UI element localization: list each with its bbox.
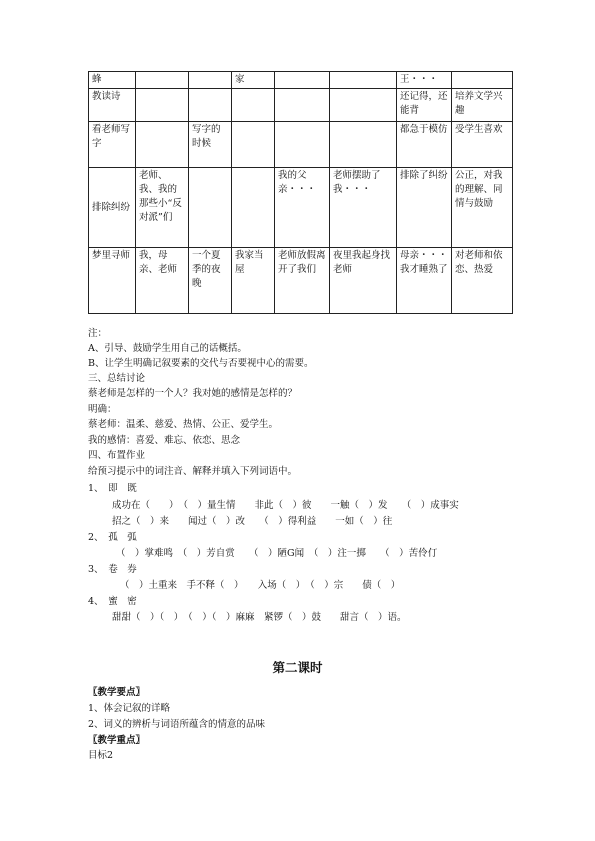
section-heading: 四、布置作业	[88, 450, 146, 461]
notes-heading: 注：	[88, 328, 108, 339]
table-cell	[452, 72, 513, 89]
exercise-line: （ ）土重来 手不释（ ） 入场（ ） （ ）宗 债（ ）	[120, 580, 401, 591]
table-cell: 对老师和依恋、热爱	[452, 248, 513, 314]
table-cell: 母亲・・・我才睡熟了	[397, 248, 452, 314]
table-cell: 教读诗	[89, 89, 136, 122]
exercise-heading: 3、 卷 券	[88, 564, 137, 575]
table-cell: 一个夏季的夜晚	[189, 248, 232, 314]
table-cell: 蜂	[89, 72, 136, 89]
table-cell: 排除纠纷	[89, 168, 136, 248]
table-cell: 王・・・	[397, 72, 452, 89]
table-cell	[330, 122, 397, 168]
table-cell: 夜里我起身找老师	[330, 248, 397, 314]
table-cell: 家	[232, 72, 275, 89]
table-cell	[189, 72, 232, 89]
exercise-heading: 1、 即 既	[88, 483, 137, 494]
table-cell: 看老师写字	[89, 122, 136, 168]
table-cell: 我的父亲・・・	[275, 168, 330, 248]
table-cell: 还记得，还能背	[397, 89, 452, 122]
table-cell	[136, 89, 189, 122]
note-a: A、引导、鼓励学生用自己的话概括。	[88, 343, 247, 354]
table-cell	[232, 168, 275, 248]
key-point: 目标2	[88, 750, 114, 761]
table-cell	[232, 122, 275, 168]
table-row	[89, 248, 513, 314]
table-row	[89, 168, 513, 248]
table-cell	[275, 89, 330, 122]
answer-line: 我的感情：喜爱、难忘、依恋、思念	[88, 435, 241, 446]
teaching-point: 1、体会记叙的详略	[88, 703, 171, 714]
exercise-heading: 4、 蜜 密	[88, 596, 137, 607]
exercise-line: 甜甜（ ）（ ） （ ）（ ）麻麻 紧锣（ ）鼓 甜言（ ）语。	[112, 612, 407, 623]
table-cell: 都急于模仿	[397, 122, 452, 168]
note-b: B、让学生明确记叙要素的交代与否要视中心的需要。	[88, 358, 314, 369]
table-cell	[136, 122, 189, 168]
table-cell: 培养文学兴趣	[452, 89, 513, 122]
table-cell: 老师、我、我的那些小“反对派”们	[136, 168, 189, 248]
table-cell	[136, 72, 189, 89]
table-cell: 我家当屋	[232, 248, 275, 314]
homework-intro: 给预习提示中的词注音、解释并填入下列词语中。	[88, 466, 298, 477]
table-row	[89, 72, 513, 89]
discussion-question: 蔡老师是怎样的一个人？我对她的感情是怎样的？	[88, 388, 298, 399]
teaching-point: 2、词义的辨析与词语所蕴含的情意的品味	[88, 719, 266, 730]
table-cell: 我，母亲、老师	[136, 248, 189, 314]
table-row	[89, 89, 513, 122]
exercise-line: （ ）掌难鸣 （ ）芳自赏 （ ）陋G闻 （ ）注一掷 （ ）苦伶仃	[116, 548, 438, 559]
table-cell	[330, 72, 397, 89]
table-cell	[232, 89, 275, 122]
section-heading: 三、总结讨论	[88, 373, 146, 384]
table-cell: 公正，对我的理解、同情与鼓励	[452, 168, 513, 248]
lesson-table	[88, 71, 513, 314]
exercise-line: 成功在（ ） （ ）量生情 非此（ ）彼 一触（ ）发 （ ）成事实	[112, 500, 459, 511]
table-cell	[275, 122, 330, 168]
table-cell: 写字的时候	[189, 122, 232, 168]
table-cell	[330, 89, 397, 122]
exercise-line: 招之（ ）来 闻过（ ）改 （ ）得利益 一如（ ）往	[112, 516, 393, 527]
table-cell	[275, 72, 330, 89]
table-cell	[189, 168, 232, 248]
table-cell: 老师放假离开了我们	[275, 248, 330, 314]
exercise-heading: 2、 孤 弧	[88, 532, 137, 543]
table-row	[89, 122, 513, 168]
teaching-points-heading: 〖教学要点〗	[88, 687, 146, 698]
table-cell: 老师摆助了我・・・	[330, 168, 397, 248]
table-cell	[189, 89, 232, 122]
clarify-label: 明确：	[88, 404, 117, 415]
key-points-heading: 〖教学重点〗	[88, 735, 146, 746]
table-cell: 排除了纠纷	[397, 168, 452, 248]
answer-line: 蔡老师：温柔、慈爱、热情、公正、爱学生。	[88, 419, 279, 430]
table-cell: 梦里寻师	[89, 248, 136, 314]
lesson-title: 第二课时	[272, 660, 323, 675]
table-cell: 受学生喜欢	[452, 122, 513, 168]
